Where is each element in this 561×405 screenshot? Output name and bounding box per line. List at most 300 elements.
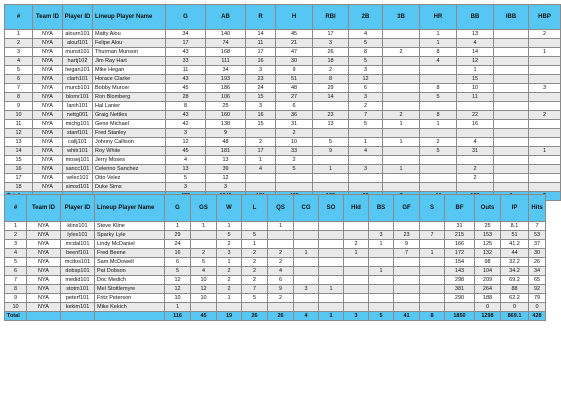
pitching-cell: Lindy McDaniel (95, 240, 165, 249)
pitching-col-header[interactable]: Lineup Player Name (95, 195, 165, 222)
pitching-cell: 3 (369, 231, 394, 240)
pitching-cell: 10 (5, 303, 27, 312)
batting-row (5, 102, 561, 111)
pitching-col-header[interactable]: GS (191, 195, 217, 222)
batting-cell: 6 (276, 102, 313, 111)
batting-cell: 2 (383, 111, 420, 120)
batting-cell (420, 156, 457, 165)
pitching-cell: 2 (242, 267, 268, 276)
pitching-cell (420, 285, 445, 294)
batting-cell (494, 120, 529, 129)
batting-cell: 18 (5, 183, 33, 192)
batting-cell (420, 129, 457, 138)
pitching-cell: NYA (27, 303, 61, 312)
pitching-cell: 104 (475, 267, 501, 276)
batting-cell (494, 93, 529, 102)
batting-cell: 5 (313, 138, 349, 147)
pitching-cell: 9 (5, 294, 27, 303)
batting-table (4, 4, 561, 201)
batting-cell: 24 (246, 84, 276, 93)
batting-cell: 4 (457, 138, 494, 147)
batting-cell: Celerino Sanchez (93, 165, 166, 174)
batting-cell: Jim Ray Hart (93, 57, 166, 66)
pitching-total-cell: 1850 (445, 312, 475, 321)
batting-cell (529, 120, 561, 129)
pitching-cell: 4 (191, 267, 217, 276)
pitching-cell (268, 231, 294, 240)
batting-cell: 168 (206, 48, 246, 57)
batting-cell: 1 (383, 138, 420, 147)
batting-cell: Hal Lanier (93, 102, 166, 111)
pitching-cell: 5 (242, 294, 268, 303)
pitching-cell: 1 (369, 267, 394, 276)
batting-cell (349, 174, 383, 183)
batting-cell (529, 57, 561, 66)
batting-cell: 2 (529, 111, 561, 120)
pitching-cell: NYA (27, 267, 61, 276)
pitching-cell: stotm101 (61, 285, 95, 294)
pitching-col-header[interactable]: G (165, 195, 191, 222)
batting-cell (494, 147, 529, 156)
pitching-cell: 44 (501, 249, 529, 258)
pitching-cell: 172 (445, 249, 475, 258)
batting-cell: 5 (349, 120, 383, 129)
batting-cell (383, 75, 420, 84)
batting-row (5, 57, 561, 66)
batting-cell (494, 111, 529, 120)
batting-cell (383, 129, 420, 138)
pitching-row (5, 249, 546, 258)
pitching-cell: 2 (217, 240, 242, 249)
pitching-cell: Steve Kline (95, 222, 165, 231)
pitching-col-header[interactable]: L (242, 195, 268, 222)
pitching-cell: 1 (369, 240, 394, 249)
pitching-cell: lyles101 (61, 231, 95, 240)
pitching-cell: 2 (5, 231, 27, 240)
pitching-cell (319, 240, 344, 249)
pitching-cell (420, 240, 445, 249)
batting-cell: 28 (166, 93, 206, 102)
batting-cell: 15 (457, 75, 494, 84)
pitching-cell (420, 294, 445, 303)
batting-cell: alourn101 (63, 30, 93, 39)
pitching-cell: 5 (217, 231, 242, 240)
batting-cell: 9 (276, 66, 313, 75)
batting-cell: 1 (420, 30, 457, 39)
pitching-total-cell: 4 (294, 312, 319, 321)
batting-cell (494, 174, 529, 183)
pitching-cell: 37 (529, 240, 546, 249)
pitching-total-cell (95, 312, 165, 321)
pitching-cell: 24 (165, 240, 191, 249)
pitching-cell: medid101 (61, 276, 95, 285)
pitching-cell: 381 (445, 285, 475, 294)
batting-cell: NYA (33, 138, 63, 147)
batting-cell: 10 (276, 138, 313, 147)
batting-cell (494, 30, 529, 39)
batting-cell: NYA (33, 66, 63, 75)
batting-cell: 12 (5, 129, 33, 138)
batting-cell: Jerry Moses (93, 156, 166, 165)
batting-cell: 3 (313, 39, 349, 48)
pitching-col-header[interactable]: S (420, 195, 445, 222)
batting-cell: 4 (457, 39, 494, 48)
batting-cell: 4 (349, 147, 383, 156)
pitching-cell: 1 (420, 249, 445, 258)
pitching-cell: 166 (445, 240, 475, 249)
batting-cell (313, 129, 349, 138)
batting-cell: 1 (420, 120, 457, 129)
pitching-cell: 298 (445, 276, 475, 285)
pitching-cell: 7 (529, 222, 546, 231)
batting-cell (494, 183, 529, 192)
batting-cell: 1 (457, 66, 494, 75)
batting-cell: 47 (276, 48, 313, 57)
pitching-cell: 2 (242, 258, 268, 267)
batting-cell: 4 (420, 57, 457, 66)
batting-cell: Ron Blomberg (93, 93, 166, 102)
pitching-total-cell: 1298 (475, 312, 501, 321)
pitching-cell: 92 (529, 285, 546, 294)
pitching-cell: NYA (27, 249, 61, 258)
batting-cell: 16 (246, 111, 276, 120)
batting-col-header[interactable]: IBB (494, 5, 529, 30)
batting-cell: NYA (33, 48, 63, 57)
pitching-col-header[interactable]: BF (445, 195, 475, 222)
batting-cell: Fred Stanley (93, 129, 166, 138)
pitching-cell (319, 294, 344, 303)
batting-cell (494, 57, 529, 66)
batting-cell: 8 (313, 75, 349, 84)
batting-cell (457, 183, 494, 192)
pitching-cell (394, 285, 420, 294)
batting-cell (246, 174, 276, 183)
batting-cell (494, 102, 529, 111)
batting-cell: NYA (33, 30, 63, 39)
batting-row (5, 75, 561, 84)
pitching-cell (344, 267, 369, 276)
batting-cell (420, 102, 457, 111)
batting-cell: 2 (313, 66, 349, 75)
batting-col-header[interactable]: Lineup Player Name (93, 5, 166, 30)
batting-cell (494, 156, 529, 165)
batting-cell: 6 (349, 84, 383, 93)
batting-cell: 1 (246, 156, 276, 165)
batting-cell (313, 102, 349, 111)
batting-cell: 2 (529, 30, 561, 39)
pitching-col-header[interactable]: IP (501, 195, 529, 222)
batting-col-header[interactable]: AB (206, 5, 246, 30)
batting-cell: 2 (276, 129, 313, 138)
batting-cell: 29 (313, 84, 349, 93)
batting-cell: 43 (166, 48, 206, 57)
pitching-cell (369, 258, 394, 267)
batting-cell: 2 (5, 39, 33, 48)
batting-col-header[interactable]: RBI (313, 5, 349, 30)
batting-col-header[interactable]: # (5, 5, 33, 30)
batting-cell: 25 (206, 102, 246, 111)
batting-cell: 13 (206, 156, 246, 165)
pitching-cell: 154 (445, 258, 475, 267)
batting-cell: NYA (33, 84, 63, 93)
pitching-cell: 1 (217, 294, 242, 303)
batting-cell (420, 165, 457, 174)
batting-cell (494, 129, 529, 138)
pitching-cell: NYA (27, 231, 61, 240)
batting-cell (529, 156, 561, 165)
pitching-cell (319, 303, 344, 312)
pitching-cell (344, 231, 369, 240)
pitching-col-header[interactable]: QS (268, 195, 294, 222)
batting-cell (383, 39, 420, 48)
batting-cell: 2 (276, 156, 313, 165)
batting-cell: 8 (349, 48, 383, 57)
batting-cell: alouf101 (63, 39, 93, 48)
pitching-cell: 26 (529, 258, 546, 267)
batting-cell (529, 66, 561, 75)
batting-cell: 1 (529, 147, 561, 156)
pitching-cell: 2 (191, 249, 217, 258)
batting-col-header[interactable]: HR (420, 5, 457, 30)
pitching-cell: dobsp101 (61, 267, 95, 276)
pitching-total-cell: 26 (268, 312, 294, 321)
pitching-row (5, 294, 546, 303)
pitching-col-header[interactable]: Hits (529, 195, 546, 222)
batting-cell: 51 (276, 75, 313, 84)
batting-cell: velec101 (63, 174, 93, 183)
batting-col-header[interactable]: HBP (529, 5, 561, 30)
pitching-cell (369, 276, 394, 285)
pitching-cell: 30 (529, 249, 546, 258)
batting-cell: NYA (33, 120, 63, 129)
batting-cell: 11 (246, 39, 276, 48)
batting-cell: mosej101 (63, 156, 93, 165)
pitching-col-header[interactable]: Player ID (61, 195, 95, 222)
batting-cell (494, 75, 529, 84)
pitching-cell: kekim101 (61, 303, 95, 312)
pitching-cell: 125 (475, 240, 501, 249)
batting-cell: 8 (5, 93, 33, 102)
batting-cell (529, 165, 561, 174)
pitching-total-cell (61, 312, 95, 321)
batting-cell (383, 156, 420, 165)
batting-cell: 12 (457, 57, 494, 66)
batting-col-header[interactable]: 3B (383, 5, 420, 30)
pitching-cell: 79 (529, 294, 546, 303)
batting-cell (494, 66, 529, 75)
batting-cell: NYA (33, 129, 63, 138)
batting-col-header[interactable]: G (166, 5, 206, 30)
batting-cell (494, 165, 529, 174)
pitching-cell: 153 (475, 231, 501, 240)
pitching-cell: 1 (268, 222, 294, 231)
batting-cell: NYA (33, 147, 63, 156)
batting-cell (529, 183, 561, 192)
pitching-cell (242, 303, 268, 312)
pitching-total-cell: 5 (369, 312, 394, 321)
batting-cell: 10 (457, 84, 494, 93)
pitching-cell: NYA (27, 240, 61, 249)
pitching-total-cell (27, 312, 61, 321)
batting-cell: 8 (420, 84, 457, 93)
batting-cell (313, 156, 349, 165)
batting-col-header[interactable]: BB (457, 5, 494, 30)
pitching-col-header[interactable]: SO (319, 195, 344, 222)
pitching-cell (420, 276, 445, 285)
pitching-col-header[interactable]: Outs (475, 195, 501, 222)
batting-cell: 3 (166, 183, 206, 192)
batting-cell: 5 (420, 93, 457, 102)
batting-cell (420, 75, 457, 84)
batting-cell: Felipe Alou (93, 39, 166, 48)
pitching-cell: 12 (191, 285, 217, 294)
pitching-cell: 1 (5, 222, 27, 231)
pitching-total-cell: 3 (344, 312, 369, 321)
pitching-cell: NYA (27, 285, 61, 294)
batting-cell: NYA (33, 156, 63, 165)
batting-row (5, 39, 561, 48)
pitching-cell: 5 (165, 267, 191, 276)
pitching-col-header[interactable]: BS (369, 195, 394, 222)
batting-cell: 140 (206, 30, 246, 39)
pitching-col-header[interactable]: Hld (344, 195, 369, 222)
batting-cell (529, 129, 561, 138)
pitching-cell: 5 (242, 231, 268, 240)
pitching-cell: 9 (268, 285, 294, 294)
batting-cell (383, 183, 420, 192)
batting-cell (349, 156, 383, 165)
batting-cell: 106 (206, 93, 246, 102)
batting-cell: 22 (457, 111, 494, 120)
batting-col-header[interactable]: R (246, 5, 276, 30)
pitching-col-header[interactable]: # (5, 195, 27, 222)
pitching-row (5, 276, 546, 285)
batting-cell: 5 (420, 147, 457, 156)
pitching-total-cell: 1 (319, 312, 344, 321)
pitching-cell: NYA (27, 258, 61, 267)
batting-row (5, 48, 561, 57)
pitching-cell: 7 (420, 231, 445, 240)
pitching-cell: 0 (529, 303, 546, 312)
batting-cell: michg101 (63, 120, 93, 129)
batting-cell: 15 (5, 156, 33, 165)
pitching-col-header[interactable]: Team ID (27, 195, 61, 222)
pitching-cell: 88 (501, 285, 529, 294)
pitching-cell (394, 303, 420, 312)
batting-col-header[interactable]: Player ID (63, 5, 93, 30)
batting-cell: 160 (206, 111, 246, 120)
pitching-cell: 2 (242, 276, 268, 285)
pitching-total-cell: 41 (394, 312, 420, 321)
batting-cell: 21 (276, 39, 313, 48)
pitching-cell: 5 (191, 258, 217, 267)
batting-cell: 1 (383, 165, 420, 174)
pitching-cell (319, 231, 344, 240)
pitching-cell (394, 267, 420, 276)
batting-cell (420, 183, 457, 192)
pitching-cell: beenf101 (61, 249, 95, 258)
batting-cell (276, 174, 313, 183)
batting-col-header[interactable]: H (276, 5, 313, 30)
pitching-cell: 1 (165, 222, 191, 231)
pitching-cell (217, 303, 242, 312)
pitching-cell (394, 294, 420, 303)
pitching-cell (294, 240, 319, 249)
pitching-cell: 10 (165, 294, 191, 303)
batting-cell (420, 174, 457, 183)
batting-cell: 14 (246, 30, 276, 39)
pitching-cell: 290 (445, 294, 475, 303)
batting-cell: 11 (5, 120, 33, 129)
batting-cell: 14 (5, 147, 33, 156)
pitching-cell: 2 (268, 258, 294, 267)
pitching-cell (344, 222, 369, 231)
pitching-cell: 188 (475, 294, 501, 303)
pitching-cell: Doc Medich (95, 276, 165, 285)
pitching-cell (191, 231, 217, 240)
pitching-header-row (5, 195, 546, 222)
batting-cell: Horace Clarke (93, 75, 166, 84)
batting-col-header[interactable]: 2B (349, 5, 383, 30)
batting-cell: 181 (206, 147, 246, 156)
batting-cell: NYA (33, 174, 63, 183)
pitching-cell: 209 (475, 276, 501, 285)
pitching-cell: 2 (344, 240, 369, 249)
pitching-col-header[interactable]: CG (294, 195, 319, 222)
batting-cell: 31 (457, 147, 494, 156)
batting-cell: 13 (5, 138, 33, 147)
batting-cell: 2 (349, 102, 383, 111)
batting-cell: 8 (166, 102, 206, 111)
batting-cell: 111 (206, 57, 246, 66)
pitching-cell: NYA (27, 294, 61, 303)
pitching-cell: 2 (217, 285, 242, 294)
pitching-cell: 10 (191, 294, 217, 303)
batting-cell (529, 75, 561, 84)
batting-cell: 36 (276, 111, 313, 120)
pitching-cell (344, 303, 369, 312)
batting-cell: 3 (246, 66, 276, 75)
batting-cell: 43 (166, 75, 206, 84)
batting-cell: 3 (349, 66, 383, 75)
pitching-col-header[interactable]: W (217, 195, 242, 222)
pitching-col-header[interactable]: GF (394, 195, 420, 222)
pitching-cell: 16 (165, 249, 191, 258)
batting-col-header[interactable]: Team ID (33, 5, 63, 30)
batting-cell: 34 (206, 66, 246, 75)
pitching-cell (294, 258, 319, 267)
batting-cell: 5 (349, 39, 383, 48)
batting-cell (383, 174, 420, 183)
batting-cell: 5 (5, 66, 33, 75)
batting-cell: 45 (276, 30, 313, 39)
batting-cell: 2 (457, 165, 494, 174)
pitching-cell: 12 (165, 285, 191, 294)
pitching-cell (191, 240, 217, 249)
batting-cell: 17 (246, 48, 276, 57)
pitching-total-cell: 428 (529, 312, 546, 321)
pitching-row (5, 240, 546, 249)
batting-row (5, 111, 561, 120)
batting-cell: 34 (166, 30, 206, 39)
batting-cell: 16 (457, 120, 494, 129)
pitching-total-cell: 116 (165, 312, 191, 321)
pitching-cell: 98 (475, 258, 501, 267)
batting-cell: 7 (5, 84, 33, 93)
pitching-cell (344, 276, 369, 285)
batting-row (5, 183, 561, 192)
pitching-cell (420, 267, 445, 276)
